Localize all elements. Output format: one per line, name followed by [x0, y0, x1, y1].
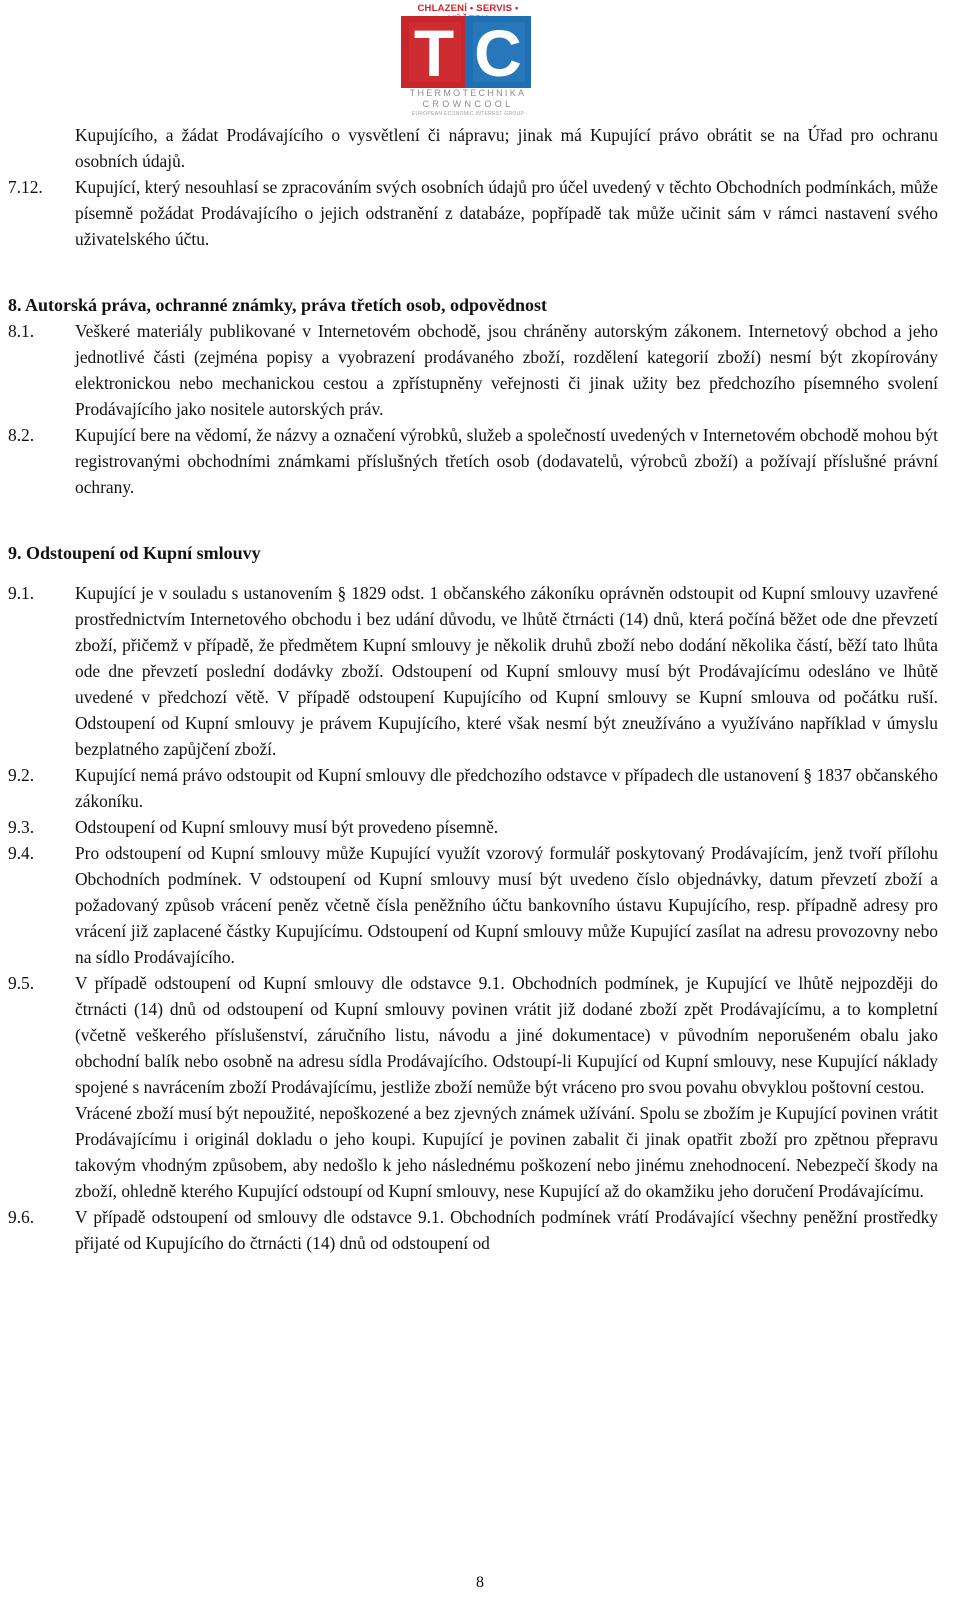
logo-brand-thermotechnika: THERMOTECHNIKA [409, 88, 527, 98]
clause-number: 9.5. [8, 973, 35, 993]
clause-9-2 [8, 762, 938, 814]
company-logo [399, 2, 537, 120]
clause-number: 9.3. [8, 817, 35, 837]
logo-tagline: CHLAZENÍ • SERVIS • [417, 3, 519, 14]
clause-9-6 [8, 1204, 938, 1256]
svg-text:C: C [474, 16, 522, 88]
clause-9-3 [8, 814, 938, 840]
logo-brand-eeig: EUROPEAN ECONOMIC INTEREST GROUP [411, 111, 525, 117]
clause-text: Kupující nemá právo odstoupit od Kupní smlouvy dle předchozího odstavce v případech dle ustanovení § 1837 občanského zákoníku. [75, 765, 938, 811]
section-9-heading: 9. Odstoupení od Kupní smlouvy [8, 543, 261, 563]
page-number: 8 [476, 1574, 484, 1591]
clause-number: 8.2. [8, 425, 35, 445]
clause-8-2 [8, 422, 938, 500]
clause-text: Pro odstoupení od Kupní smlouvy může Kupující využít vzorový formulář poskytovaný Prodávajícím, jenž tvoří přílohu Obchodních podmínek. V odstoupení od Kupní smlouvy musí být uvedeno číslo objednávky, datum převzetí zboží a požadovaný způsob vrácení peněz včetně čísla peněžního účtu bankovního ústavu Kupujícího, resp. případně adresy pro vrácení již zaplacené částky Kupujícímu. Odstoupení od Kupní smlouvy může Kupující zasílat na adresu provozovny nebo na sídlo Prodávajícího. [75, 843, 938, 967]
clause-text: Odstoupení od Kupní smlouvy musí být provedeno písemně. [75, 817, 499, 837]
clause-9-1 [8, 580, 938, 762]
document-body [8, 122, 938, 1256]
continuation-paragraph: Kupujícího, a žádat Prodávajícího o vysvětlení či nápravu; jinak má Kupující právo obrátit se na Úřad pro ochranu osobních údajů. [75, 125, 938, 171]
clause-number: 7.12. [8, 177, 43, 197]
clause-number: 9.2. [8, 765, 35, 785]
svg-text:T: T [413, 16, 455, 88]
clause-7-12 [8, 174, 938, 252]
clause-text: Veškeré materiály publikované v Internetovém obchodě, jsou chráněny autorským zákonem. Internetový obchod a jeho jednotlivé části (zejména popisy a vyobrazení prodávaného zboží, rozdělení kategorií zboží) nesmí být zkopírovány elektronickou nebo mechanickou cestou a zpřístupněny veřejnosti či jinak užity bez předchozího písemného svolení Prodávajícího jako nositele autorských práv. [75, 321, 938, 419]
clause-9-5 [8, 970, 938, 1100]
clause-text: Kupující, který nesouhlasí se zpracováním svých osobních údajů pro účel uvedený v těchto Obchodních podmínkách, může písemně požádat Prodávajícího o jejich odstranění z databáze, popřípadě tak může učinit sám v rámci nastavení svého uživatelského účtu. [75, 177, 938, 249]
clause-number: 9.6. [8, 1207, 35, 1227]
clause-number: 8.1. [8, 321, 35, 341]
logo-tc-mark [401, 16, 531, 88]
clause-9-4 [8, 840, 938, 970]
clause-text: V případě odstoupení od smlouvy dle odstavce 9.1. Obchodních podmínek vrátí Prodávající všechny peněžní prostředky přijaté od Kupujícího do čtrnácti (14) dnů od odstoupení od [75, 1207, 938, 1253]
clause-8-1 [8, 318, 938, 422]
clause-text: Kupující bere na vědomí, že názvy a označení výrobků, služeb a společností uvedených v Internetovém obchodě mohou být registrovanými obchodními známkami příslušných třetích osob (dodavatelů, výrobců zboží) a požívají příslušné právní ochrany. [75, 425, 938, 497]
clause-number: 9.1. [8, 583, 35, 603]
clause-number: 9.4. [8, 843, 35, 863]
clause-9-5-continuation: Vrácené zboží musí být nepoužité, nepoškozené a bez zjevných známek užívání. Spolu se zbožím je Kupující povinen vrátit Prodávajícímu i originál dokladu o jeho koupi. Kupující je povinen zabalit či jinak opatřit zboží pro zpětnou přepravu takovým vhodným způsobem, aby nedošlo k jeho následnému poškození nebo jinému znehodnocení. Nebezpečí škody na zboží, ohledně kterého Kupující odstoupí od Kupní smlouvy, nese Kupující až do okamžiku jeho doručení Prodávajícímu. [75, 1103, 938, 1201]
clause-text: Kupující je v souladu s ustanovením § 1829 odst. 1 občanského zákoníku oprávněn odstoupit od Kupní smlouvy uzavřené prostřednictvím Internetového obchodu i bez udání důvodu, ve lhůtě čtrnácti (14) dnů, která počíná běžet ode dne převzetí zboží, přičemž v případě, že předmětem Kupní smlouvy je několik druhů zboží nebo dodání několika částí, běží tato lhůta ode dne převzetí poslední dodávky zboží. Odstoupení od Kupní smlouvy musí být Prodávajícímu odesláno ve lhůtě uvedené v předchozí větě. V případě odstoupení Kupujícího od Kupní smlouvy se Kupní smlouva od počátku ruší. Odstoupení od Kupní smlouvy je právem Kupujícího, které však nesmí být zneužíváno a využíváno například v úmyslu bezplatného zapůjčení zboží. [75, 583, 938, 759]
section-8-heading: 8. Autorská práva, ochranné známky, práva třetích osob, odpovědnost [8, 295, 548, 315]
logo-brand-crowncool: CROWNCOOL [422, 99, 514, 109]
clause-text: V případě odstoupení od Kupní smlouvy dle odstavce 9.1. Obchodních podmínek, je Kupující ve lhůtě nejpozději do čtrnácti (14) dnů od odstoupení od Kupní smlouvy povinen vrátit již dodané zboží zpět Prodávajícímu, a to kompletní (včetně veškerého příslušenství, záručního listu, návodu a jiné dokumentace) v původním neporušeném obalu jako obchodní balík nebo osobně na adresu sídla Prodávajícího. Odstoupí-li Kupující od Kupní smlouvy, nese Kupující náklady spojené s navrácením zboží Prodávajícímu, jestliže zboží nemůže být vráceno pro svou povahu obvyklou poštovní cestou. [75, 973, 938, 1097]
